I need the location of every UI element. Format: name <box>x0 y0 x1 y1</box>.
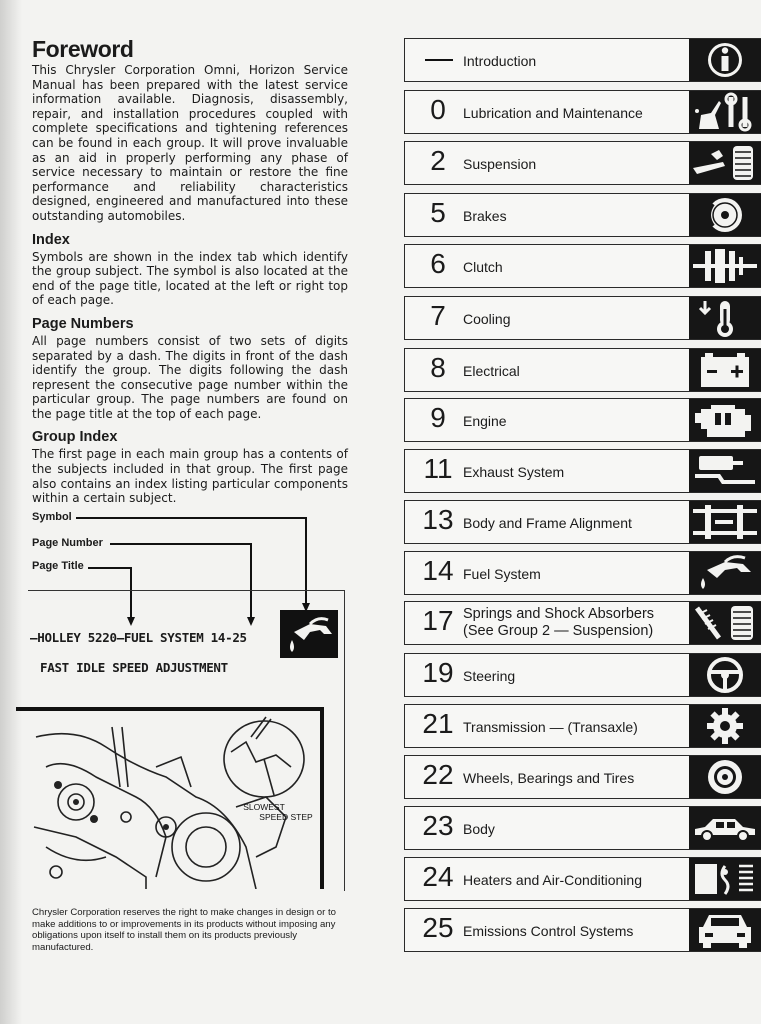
tab-label: Wheels, Bearings and Tires <box>463 770 635 786</box>
tab-group-19[interactable] <box>404 653 761 697</box>
foreword-body: This Chrysler Corporation Omni, Horizon Service Manual has been prepared with the latest service information available. Diagnosis, disassembly, repair, and installation procedures coupled with complete specifications and tightening references can be found in each group. It will prove invaluable as an aid in properly performing any phase of service necessary to maintain or restore the fine performance and reliability characteristics designed, engineered and manufactured into these outstanding automobiles. <box>32 63 348 223</box>
fuel-nozzle-icon <box>689 552 761 594</box>
tab-label: Engine <box>463 413 507 429</box>
group-index-body: The first page in each main group has a contents of the subjects included in that group. The first page also contains an index listing particular components within a certain subject. <box>32 447 348 506</box>
page-number-leader-h <box>110 543 251 545</box>
dash-mark <box>425 59 453 61</box>
tab-number: 8 <box>430 352 446 383</box>
tab-label: Body <box>463 821 495 837</box>
tab-label: Brakes <box>463 208 507 224</box>
tab-number: 24 <box>422 861 454 892</box>
engine-icon <box>689 399 761 441</box>
fuel-nozzle-icon <box>280 610 338 658</box>
foreword-column <box>32 30 348 506</box>
tab-group-22[interactable] <box>404 755 761 799</box>
tab-number: 5 <box>430 197 446 228</box>
tab-group-17[interactable] <box>404 601 761 645</box>
foreword-title: Foreword <box>32 36 134 62</box>
tab-number: 2 <box>430 145 446 176</box>
brake-disc-icon <box>689 194 761 236</box>
frame-icon <box>689 501 761 543</box>
disclaimer-text: Chrysler Corporation reserves the right to make changes in design or to make additions to or improvements in its products without imposing any obligations upon itself to install them on its products previously manufactured. <box>32 907 336 953</box>
tab-label: Introduction <box>463 53 537 69</box>
tab-label: Body and Frame Alignment <box>463 515 632 531</box>
tab-label: Heaters and Air-Conditioning <box>463 872 642 888</box>
tab-label: Emissions Control Systems <box>463 923 634 939</box>
car-front-icon <box>689 909 761 951</box>
tab-label: Fuel System <box>463 566 541 582</box>
shock-absorber-icon <box>689 602 761 644</box>
tab-number: 25 <box>422 912 454 943</box>
tab-number: 11 <box>423 453 453 484</box>
tab-number: 17 <box>422 605 454 636</box>
tab-group-5[interactable] <box>404 193 761 237</box>
steering-wheel-icon <box>689 654 761 696</box>
index-body: Symbols are shown in the index tab which identify the group subject. The symbol is also located at the end of the page title, located at the left or right top of each page. <box>32 249 348 308</box>
tab-number: 9 <box>430 402 446 433</box>
symbol-leader-h <box>76 517 306 519</box>
carburetor-illustration <box>16 707 324 889</box>
tab-group-7[interactable] <box>404 296 761 340</box>
tab-number: 6 <box>430 248 446 279</box>
tab-introduction[interactable] <box>404 38 761 82</box>
callout-line-1: SLOWEST <box>243 802 285 812</box>
oilcan-wrench-icon <box>689 91 761 133</box>
tab-group-0[interactable] <box>404 90 761 134</box>
wheel-icon <box>689 756 761 798</box>
index-heading: Index <box>32 231 70 248</box>
tab-group-13[interactable] <box>404 500 761 544</box>
tab-group-6[interactable] <box>404 244 761 288</box>
tab-group-8[interactable] <box>404 348 761 392</box>
heater-ac-icon <box>689 858 761 900</box>
sample-page-title: —HOLLEY 5220—FUEL SYSTEM 14-25 <box>30 630 247 645</box>
legend-page-number: Page Number <box>32 537 103 549</box>
tab-group-24[interactable] <box>404 857 761 901</box>
tab-number: 23 <box>422 810 454 841</box>
tab-number: 21 <box>422 708 454 739</box>
tab-number: 22 <box>422 759 454 790</box>
tab-number: 13 <box>422 504 454 535</box>
tab-label: Electrical <box>463 363 520 379</box>
tab-label: Clutch <box>463 259 503 275</box>
tab-label: Transmission — (Transaxle) <box>463 719 638 735</box>
tab-label: Springs and Shock Absorbers (See Group 2 — Suspension) <box>463 606 655 639</box>
legend-symbol: Symbol <box>32 511 72 523</box>
tab-number: 7 <box>430 300 446 331</box>
tab-label: Exhaust System <box>463 464 565 480</box>
tab-label: Suspension <box>463 156 537 172</box>
exhaust-icon <box>689 450 761 492</box>
tab-group-21[interactable] <box>404 704 761 748</box>
suspension-icon <box>689 142 761 184</box>
tab-group-25[interactable] <box>404 908 761 952</box>
tab-number: 0 <box>430 94 446 125</box>
tab-label: Cooling <box>463 311 511 327</box>
sample-page-subtitle: FAST IDLE SPEED ADJUSTMENT <box>40 660 228 675</box>
tab-group-11[interactable] <box>404 449 761 493</box>
tab-group-14[interactable] <box>404 551 761 595</box>
page-numbers-body: All page numbers consist of two sets of digits separated by a dash. The digits in front of the dash identify the group. The digits following the dash represent the consecutive page number within the particular group. The page numbers are found on the page title at the top of each page. <box>32 333 348 421</box>
page-title-leader-h <box>88 567 131 569</box>
thermometer-icon <box>689 297 761 339</box>
info-icon <box>689 39 761 81</box>
legend-page-title: Page Title <box>32 560 84 572</box>
battery-icon <box>689 349 761 391</box>
group-index-heading: Group Index <box>32 429 118 446</box>
tab-number: 19 <box>422 657 454 688</box>
tab-group-2[interactable] <box>404 141 761 185</box>
gear-icon <box>689 705 761 747</box>
tab-label: Steering <box>463 668 516 684</box>
tab-number: 14 <box>422 555 454 586</box>
clutch-icon <box>689 245 761 287</box>
page-numbers-heading: Page Numbers <box>32 315 134 332</box>
tab-group-9[interactable] <box>404 398 761 442</box>
tab-label: Lubrication and Maintenance <box>463 105 643 121</box>
car-body-icon <box>689 807 761 849</box>
tab-group-23[interactable] <box>404 806 761 850</box>
callout-line-2: SPEED STEP <box>259 812 313 822</box>
